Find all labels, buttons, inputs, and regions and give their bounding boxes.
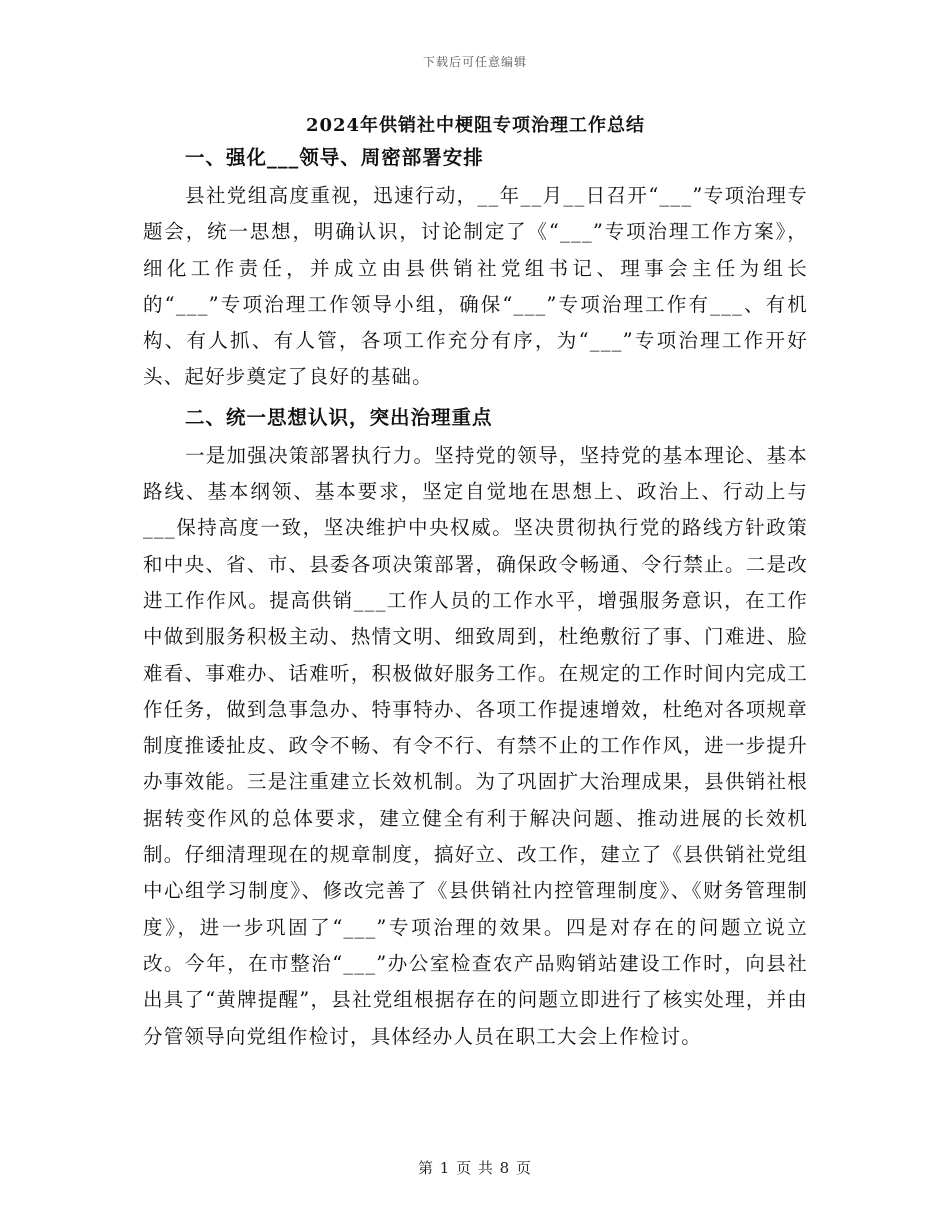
- section-1-paragraph-1: 县社党组高度重视，迅速行动，__年__月__日召开“___”专项治理专题会，统一思想，明确认识，讨论制定了《“___”专项治理工作方案》，细化工作责任，并成立由县供销社党组书记、理事会主任为组长的“___”专项治理工作领导小组，确保“___”专项治理工作有___、有机构、有人抓、有人管，各项工作充分有序，为“___”专项治理工作开好头、起好步奠定了良好的基础。: [143, 184, 808, 389]
- document-title: 2024年供销社中梗阻专项治理工作总结: [305, 115, 646, 136]
- section-heading-2: 二、统一思想认识，突出治理重点: [185, 405, 493, 429]
- section-heading-1: 一、强化___领导、周密部署安排: [185, 146, 484, 169]
- page-number: 第 1 页 共 8 页: [418, 1159, 532, 1177]
- section-2-paragraph-1: 一是加强决策部署执行力。坚持党的领导，坚持党的基本理论、基本路线、基本纲领、基本要求，坚定自觉地在思想上、政治上、行动上与___保持高度一致，坚决维护中央权威。坚决贯彻执行党的路线方针政策和中央、省、市、县委各项决策部署，确保政令畅通、令行禁止。二是改进工作作风。提高供销___工作人员的工作水平，增强服务意识，在工作中做到服务积极主动、热情文明、细致周到，杜绝敷衍了事、门难进、脸难看、事难办、话难听，积极做好服务工作。在规定的工作时间内完成工作任务，做到急事急办、特事特办、各项工作提速增效，杜绝对各项规章制度推诿扯皮、政令不畅、有令不行、有禁不止的工作作风，进一步提升办事效能。三是注重建立长效机制。为了巩固扩大治理成果，县供销社根据转变作风的总体要求，建立健全有利于解决问题、推动进展的长效机制。仔细清理现在的规章制度，搞好立、改工作，建立了《县供销社党组中心组学习制度》、修改完善了《县供销社内控管理制度》、《财务管理制度》，进一步巩固了“___”专项治理的效果。四是对存在的问题立说立改。今年，在市整治“___”办公室检查农产品购销站建设工作时，向县社出具了“黄牌提醒”，县社党组根据存在的问题立即进行了核实处理，并由分管领导向党组作检讨，具体经办人员在职工大会上作检讨。: [143, 443, 808, 1048]
- document-body: [143, 110, 808, 1055]
- page-header-note: 下载后可任意编辑: [422, 55, 527, 69]
